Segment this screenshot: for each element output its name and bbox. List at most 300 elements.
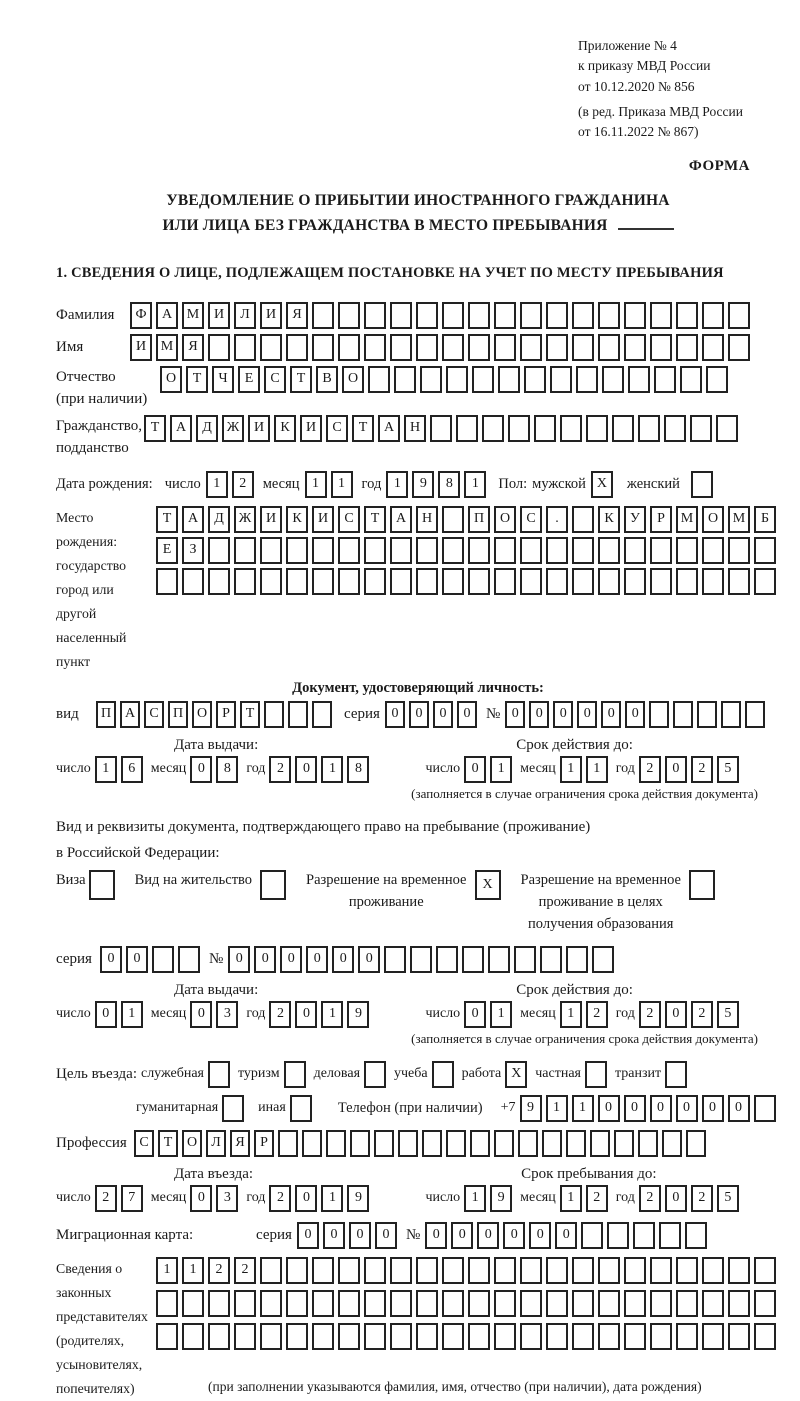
char-cell[interactable]	[178, 946, 200, 973]
char-cell[interactable]	[442, 1323, 464, 1350]
char-cell[interactable]: А	[390, 506, 412, 533]
char-cell[interactable]: 2	[691, 1001, 713, 1028]
char-cell[interactable]: А	[182, 506, 204, 533]
patronymic-cells[interactable]	[160, 366, 732, 393]
char-cell[interactable]: М	[182, 302, 204, 329]
char-cell[interactable]	[260, 334, 282, 361]
char-cell[interactable]: 5	[717, 1001, 739, 1028]
char-cell[interactable]	[312, 1257, 334, 1284]
char-cell[interactable]: 0	[676, 1095, 698, 1122]
char-cell[interactable]	[676, 568, 698, 595]
char-cell[interactable]	[754, 1290, 776, 1317]
char-cell[interactable]: .	[546, 506, 568, 533]
birth-month-cells[interactable]	[305, 471, 357, 498]
char-cell[interactable]	[472, 366, 494, 393]
char-cell[interactable]	[702, 334, 724, 361]
stay-month-cells[interactable]	[560, 1185, 612, 1212]
char-cell[interactable]	[721, 701, 741, 728]
char-cell[interactable]	[546, 1257, 568, 1284]
char-cell[interactable]	[338, 334, 360, 361]
char-cell[interactable]	[364, 1257, 386, 1284]
char-cell[interactable]	[416, 334, 438, 361]
char-cell[interactable]	[446, 1130, 466, 1157]
char-cell[interactable]	[572, 568, 594, 595]
char-cell[interactable]	[350, 1130, 370, 1157]
char-cell[interactable]	[650, 302, 672, 329]
permit-valid-year-cells[interactable]	[639, 1001, 743, 1028]
visa-checkbox[interactable]	[89, 870, 119, 900]
char-cell[interactable]: 0	[555, 1222, 577, 1249]
char-cell[interactable]	[624, 1290, 646, 1317]
char-cell[interactable]: 1	[546, 1095, 568, 1122]
char-cell[interactable]	[572, 1290, 594, 1317]
char-cell[interactable]: 0	[280, 946, 302, 973]
char-cell[interactable]	[208, 1061, 230, 1088]
char-cell[interactable]: 1	[305, 471, 327, 498]
char-cell[interactable]	[468, 537, 490, 564]
char-cell[interactable]: 0	[702, 1095, 724, 1122]
char-cell[interactable]	[624, 302, 646, 329]
char-cell[interactable]: Д	[196, 415, 218, 442]
char-cell[interactable]	[286, 1257, 308, 1284]
char-cell[interactable]: 0	[477, 1222, 499, 1249]
char-cell[interactable]: Л	[234, 302, 256, 329]
char-cell[interactable]	[598, 537, 620, 564]
permit-issue-month-cells[interactable]	[190, 1001, 242, 1028]
char-cell[interactable]: А	[156, 302, 178, 329]
char-cell[interactable]	[422, 1130, 442, 1157]
char-cell[interactable]	[650, 334, 672, 361]
char-cell[interactable]	[624, 334, 646, 361]
representatives-row1-cells[interactable]	[156, 1257, 780, 1284]
char-cell[interactable]	[312, 1323, 334, 1350]
char-cell[interactable]: В	[316, 366, 338, 393]
char-cell[interactable]: И	[300, 415, 322, 442]
char-cell[interactable]	[260, 1323, 282, 1350]
char-cell[interactable]: 0	[529, 1222, 551, 1249]
char-cell[interactable]	[442, 506, 464, 533]
char-cell[interactable]	[390, 302, 412, 329]
char-cell[interactable]	[650, 1257, 672, 1284]
char-cell[interactable]: 1	[182, 1257, 204, 1284]
doc-issue-day-cells[interactable]	[95, 756, 147, 783]
char-cell[interactable]	[560, 415, 582, 442]
permit-number-cells[interactable]	[228, 946, 618, 973]
char-cell[interactable]: М	[676, 506, 698, 533]
char-cell[interactable]: 9	[490, 1185, 512, 1212]
char-cell[interactable]: 0	[728, 1095, 750, 1122]
char-cell[interactable]: И	[130, 334, 152, 361]
char-cell[interactable]	[446, 366, 468, 393]
char-cell[interactable]	[286, 568, 308, 595]
birth-place-row1-cells[interactable]	[156, 506, 780, 533]
profession-cells[interactable]	[134, 1130, 710, 1157]
char-cell[interactable]	[702, 302, 724, 329]
char-cell[interactable]: 0	[665, 1185, 687, 1212]
char-cell[interactable]: X	[591, 471, 613, 498]
char-cell[interactable]: 0	[457, 701, 477, 728]
char-cell[interactable]: 9	[412, 471, 434, 498]
char-cell[interactable]	[338, 537, 360, 564]
char-cell[interactable]: П	[468, 506, 490, 533]
char-cell[interactable]: 2	[639, 1185, 661, 1212]
sex-male-checkbox[interactable]	[591, 471, 617, 498]
char-cell[interactable]: П	[168, 701, 188, 728]
char-cell[interactable]	[638, 1130, 658, 1157]
char-cell[interactable]	[436, 946, 458, 973]
char-cell[interactable]	[702, 568, 724, 595]
char-cell[interactable]: 0	[295, 1185, 317, 1212]
char-cell[interactable]	[520, 334, 542, 361]
char-cell[interactable]: 2	[208, 1257, 230, 1284]
char-cell[interactable]: 2	[269, 1185, 291, 1212]
char-cell[interactable]	[260, 870, 286, 900]
char-cell[interactable]	[420, 366, 442, 393]
char-cell[interactable]	[546, 568, 568, 595]
doc-issue-year-cells[interactable]	[269, 756, 373, 783]
char-cell[interactable]: С	[338, 506, 360, 533]
char-cell[interactable]	[442, 302, 464, 329]
char-cell[interactable]: 0	[665, 756, 687, 783]
char-cell[interactable]	[260, 1290, 282, 1317]
char-cell[interactable]: К	[274, 415, 296, 442]
char-cell[interactable]	[260, 1257, 282, 1284]
char-cell[interactable]	[586, 415, 608, 442]
char-cell[interactable]	[364, 1290, 386, 1317]
char-cell[interactable]	[456, 415, 478, 442]
char-cell[interactable]	[482, 415, 504, 442]
char-cell[interactable]: X	[505, 1061, 527, 1088]
purpose-other-checkbox[interactable]	[290, 1095, 316, 1122]
char-cell[interactable]	[234, 537, 256, 564]
char-cell[interactable]: Т	[158, 1130, 178, 1157]
purpose-humanitarian-checkbox[interactable]	[222, 1095, 248, 1122]
char-cell[interactable]	[728, 1323, 750, 1350]
surname-cells[interactable]	[130, 302, 754, 329]
char-cell[interactable]	[208, 1290, 230, 1317]
char-cell[interactable]	[468, 1323, 490, 1350]
char-cell[interactable]: 0	[95, 1001, 117, 1028]
char-cell[interactable]	[612, 415, 634, 442]
char-cell[interactable]	[754, 1323, 776, 1350]
char-cell[interactable]: 0	[385, 701, 405, 728]
doc-number-cells[interactable]	[505, 701, 769, 728]
char-cell[interactable]	[598, 1257, 620, 1284]
char-cell[interactable]	[208, 568, 230, 595]
char-cell[interactable]	[312, 1290, 334, 1317]
char-cell[interactable]	[182, 1290, 204, 1317]
char-cell[interactable]: 0	[505, 701, 525, 728]
char-cell[interactable]: С	[326, 415, 348, 442]
char-cell[interactable]	[416, 537, 438, 564]
char-cell[interactable]	[374, 1130, 394, 1157]
char-cell[interactable]: О	[342, 366, 364, 393]
char-cell[interactable]: К	[598, 506, 620, 533]
char-cell[interactable]: 5	[717, 1185, 739, 1212]
birth-day-cells[interactable]	[206, 471, 258, 498]
char-cell[interactable]	[689, 870, 715, 900]
char-cell[interactable]	[364, 568, 386, 595]
char-cell[interactable]: Т	[290, 366, 312, 393]
mc-number-cells[interactable]	[425, 1222, 711, 1249]
purpose-transit-checkbox[interactable]	[665, 1061, 691, 1088]
char-cell[interactable]	[702, 1257, 724, 1284]
char-cell[interactable]	[312, 302, 334, 329]
citizenship-cells[interactable]	[144, 415, 742, 442]
char-cell[interactable]: 0	[190, 756, 212, 783]
char-cell[interactable]	[416, 1323, 438, 1350]
char-cell[interactable]	[654, 366, 676, 393]
char-cell[interactable]: 9	[347, 1185, 369, 1212]
char-cell[interactable]	[728, 537, 750, 564]
char-cell[interactable]: Т	[352, 415, 374, 442]
doc-series-cells[interactable]	[385, 701, 481, 728]
char-cell[interactable]: 9	[347, 1001, 369, 1028]
char-cell[interactable]: И	[248, 415, 270, 442]
char-cell[interactable]	[702, 537, 724, 564]
char-cell[interactable]	[572, 302, 594, 329]
char-cell[interactable]	[462, 946, 484, 973]
char-cell[interactable]: П	[96, 701, 116, 728]
char-cell[interactable]	[286, 1323, 308, 1350]
char-cell[interactable]	[234, 568, 256, 595]
char-cell[interactable]	[754, 537, 776, 564]
char-cell[interactable]	[592, 946, 614, 973]
char-cell[interactable]: 1	[331, 471, 353, 498]
char-cell[interactable]	[338, 302, 360, 329]
phone-cells[interactable]	[520, 1095, 780, 1122]
char-cell[interactable]: 2	[586, 1185, 608, 1212]
char-cell[interactable]	[156, 1323, 178, 1350]
char-cell[interactable]	[312, 568, 334, 595]
char-cell[interactable]	[284, 1061, 306, 1088]
birth-place-row3-cells[interactable]	[156, 568, 780, 595]
doc-valid-month-cells[interactable]	[560, 756, 612, 783]
char-cell[interactable]: 0	[190, 1001, 212, 1028]
char-cell[interactable]	[338, 1257, 360, 1284]
char-cell[interactable]: 0	[433, 701, 453, 728]
char-cell[interactable]: 0	[577, 701, 597, 728]
doc-valid-year-cells[interactable]	[639, 756, 743, 783]
char-cell[interactable]	[676, 334, 698, 361]
char-cell[interactable]	[581, 1222, 603, 1249]
char-cell[interactable]	[494, 334, 516, 361]
char-cell[interactable]	[676, 1323, 698, 1350]
char-cell[interactable]: 2	[234, 1257, 256, 1284]
char-cell[interactable]: 0	[464, 1001, 486, 1028]
char-cell[interactable]: 2	[639, 756, 661, 783]
char-cell[interactable]	[432, 1061, 454, 1088]
char-cell[interactable]: Е	[156, 537, 178, 564]
char-cell[interactable]	[665, 1061, 687, 1088]
char-cell[interactable]	[728, 334, 750, 361]
char-cell[interactable]	[628, 366, 650, 393]
doc-kind-cells[interactable]	[96, 701, 336, 728]
char-cell[interactable]: X	[475, 870, 501, 900]
char-cell[interactable]: И	[260, 302, 282, 329]
char-cell[interactable]: Е	[238, 366, 260, 393]
char-cell[interactable]: А	[120, 701, 140, 728]
char-cell[interactable]	[368, 366, 390, 393]
char-cell[interactable]: 1	[464, 471, 486, 498]
char-cell[interactable]: Н	[416, 506, 438, 533]
char-cell[interactable]	[364, 334, 386, 361]
char-cell[interactable]	[572, 1323, 594, 1350]
char-cell[interactable]	[673, 701, 693, 728]
char-cell[interactable]	[514, 946, 536, 973]
char-cell[interactable]	[494, 1130, 514, 1157]
char-cell[interactable]	[410, 946, 432, 973]
char-cell[interactable]	[680, 366, 702, 393]
char-cell[interactable]: 0	[228, 946, 250, 973]
char-cell[interactable]	[524, 366, 546, 393]
char-cell[interactable]: Я	[286, 302, 308, 329]
char-cell[interactable]	[572, 506, 594, 533]
char-cell[interactable]	[442, 1257, 464, 1284]
char-cell[interactable]: 0	[529, 701, 549, 728]
entry-day-cells[interactable]	[95, 1185, 147, 1212]
char-cell[interactable]	[566, 946, 588, 973]
char-cell[interactable]: 1	[321, 756, 343, 783]
char-cell[interactable]: 0	[126, 946, 148, 973]
permit-issue-day-cells[interactable]	[95, 1001, 147, 1028]
char-cell[interactable]	[468, 302, 490, 329]
char-cell[interactable]	[676, 537, 698, 564]
char-cell[interactable]: 1	[560, 756, 582, 783]
char-cell[interactable]	[518, 1130, 538, 1157]
char-cell[interactable]: А	[378, 415, 400, 442]
char-cell[interactable]	[676, 1290, 698, 1317]
char-cell[interactable]: З	[182, 537, 204, 564]
char-cell[interactable]: 0	[323, 1222, 345, 1249]
char-cell[interactable]: Ж	[222, 415, 244, 442]
char-cell[interactable]	[576, 366, 598, 393]
char-cell[interactable]: Р	[254, 1130, 274, 1157]
char-cell[interactable]	[286, 334, 308, 361]
char-cell[interactable]	[520, 568, 542, 595]
char-cell[interactable]	[430, 415, 452, 442]
char-cell[interactable]: 0	[625, 701, 645, 728]
char-cell[interactable]	[260, 537, 282, 564]
char-cell[interactable]: Т	[240, 701, 260, 728]
char-cell[interactable]: 1	[490, 756, 512, 783]
char-cell[interactable]: 2	[691, 1185, 713, 1212]
char-cell[interactable]: 0	[503, 1222, 525, 1249]
char-cell[interactable]	[633, 1222, 655, 1249]
char-cell[interactable]	[182, 568, 204, 595]
char-cell[interactable]	[598, 568, 620, 595]
char-cell[interactable]: С	[134, 1130, 154, 1157]
char-cell[interactable]	[398, 1130, 418, 1157]
char-cell[interactable]	[302, 1130, 322, 1157]
char-cell[interactable]: 2	[269, 756, 291, 783]
char-cell[interactable]	[624, 537, 646, 564]
char-cell[interactable]: 9	[520, 1095, 542, 1122]
permit-valid-month-cells[interactable]	[560, 1001, 612, 1028]
char-cell[interactable]	[624, 1323, 646, 1350]
char-cell[interactable]	[208, 537, 230, 564]
char-cell[interactable]	[546, 1290, 568, 1317]
residence-permit-checkbox[interactable]	[260, 870, 290, 900]
char-cell[interactable]	[614, 1130, 634, 1157]
char-cell[interactable]: 5	[717, 756, 739, 783]
char-cell[interactable]: Л	[206, 1130, 226, 1157]
char-cell[interactable]	[468, 1257, 490, 1284]
char-cell[interactable]	[598, 1323, 620, 1350]
char-cell[interactable]: 0	[358, 946, 380, 973]
char-cell[interactable]	[546, 334, 568, 361]
char-cell[interactable]	[650, 1323, 672, 1350]
char-cell[interactable]: 1	[490, 1001, 512, 1028]
char-cell[interactable]	[326, 1130, 346, 1157]
char-cell[interactable]	[607, 1222, 629, 1249]
char-cell[interactable]	[364, 302, 386, 329]
char-cell[interactable]	[390, 1323, 412, 1350]
representatives-row3-cells[interactable]	[156, 1323, 780, 1350]
char-cell[interactable]	[520, 1290, 542, 1317]
char-cell[interactable]	[716, 415, 738, 442]
char-cell[interactable]: 8	[216, 756, 238, 783]
char-cell[interactable]	[728, 302, 750, 329]
char-cell[interactable]	[338, 568, 360, 595]
char-cell[interactable]: 0	[451, 1222, 473, 1249]
char-cell[interactable]	[390, 1290, 412, 1317]
char-cell[interactable]: 0	[100, 946, 122, 973]
char-cell[interactable]: 1	[572, 1095, 594, 1122]
char-cell[interactable]: 0	[650, 1095, 672, 1122]
char-cell[interactable]	[288, 701, 308, 728]
char-cell[interactable]	[691, 471, 713, 498]
char-cell[interactable]	[686, 1130, 706, 1157]
char-cell[interactable]	[234, 334, 256, 361]
permit-series-cells[interactable]	[100, 946, 204, 973]
temp-permit-checkbox[interactable]	[475, 870, 505, 900]
stay-year-cells[interactable]	[639, 1185, 743, 1212]
doc-valid-day-cells[interactable]	[464, 756, 516, 783]
purpose-business-checkbox[interactable]	[364, 1061, 390, 1088]
char-cell[interactable]	[534, 415, 556, 442]
birth-year-cells[interactable]	[386, 471, 490, 498]
representatives-row2-cells[interactable]	[156, 1290, 780, 1317]
char-cell[interactable]	[208, 334, 230, 361]
char-cell[interactable]	[685, 1222, 707, 1249]
permit-valid-day-cells[interactable]	[464, 1001, 516, 1028]
char-cell[interactable]	[566, 1130, 586, 1157]
char-cell[interactable]: О	[702, 506, 724, 533]
char-cell[interactable]: 1	[560, 1185, 582, 1212]
char-cell[interactable]: А	[170, 415, 192, 442]
char-cell[interactable]: 0	[190, 1185, 212, 1212]
char-cell[interactable]: 2	[95, 1185, 117, 1212]
char-cell[interactable]	[260, 568, 282, 595]
char-cell[interactable]	[598, 302, 620, 329]
char-cell[interactable]	[494, 537, 516, 564]
char-cell[interactable]: 0	[409, 701, 429, 728]
char-cell[interactable]: О	[182, 1130, 202, 1157]
char-cell[interactable]	[624, 568, 646, 595]
char-cell[interactable]	[650, 1290, 672, 1317]
char-cell[interactable]: 2	[586, 1001, 608, 1028]
char-cell[interactable]: М	[728, 506, 750, 533]
char-cell[interactable]	[754, 1257, 776, 1284]
char-cell[interactable]: 1	[560, 1001, 582, 1028]
char-cell[interactable]	[494, 568, 516, 595]
birth-place-row2-cells[interactable]	[156, 537, 780, 564]
char-cell[interactable]: И	[312, 506, 334, 533]
char-cell[interactable]	[234, 1323, 256, 1350]
char-cell[interactable]	[702, 1290, 724, 1317]
char-cell[interactable]: Н	[404, 415, 426, 442]
